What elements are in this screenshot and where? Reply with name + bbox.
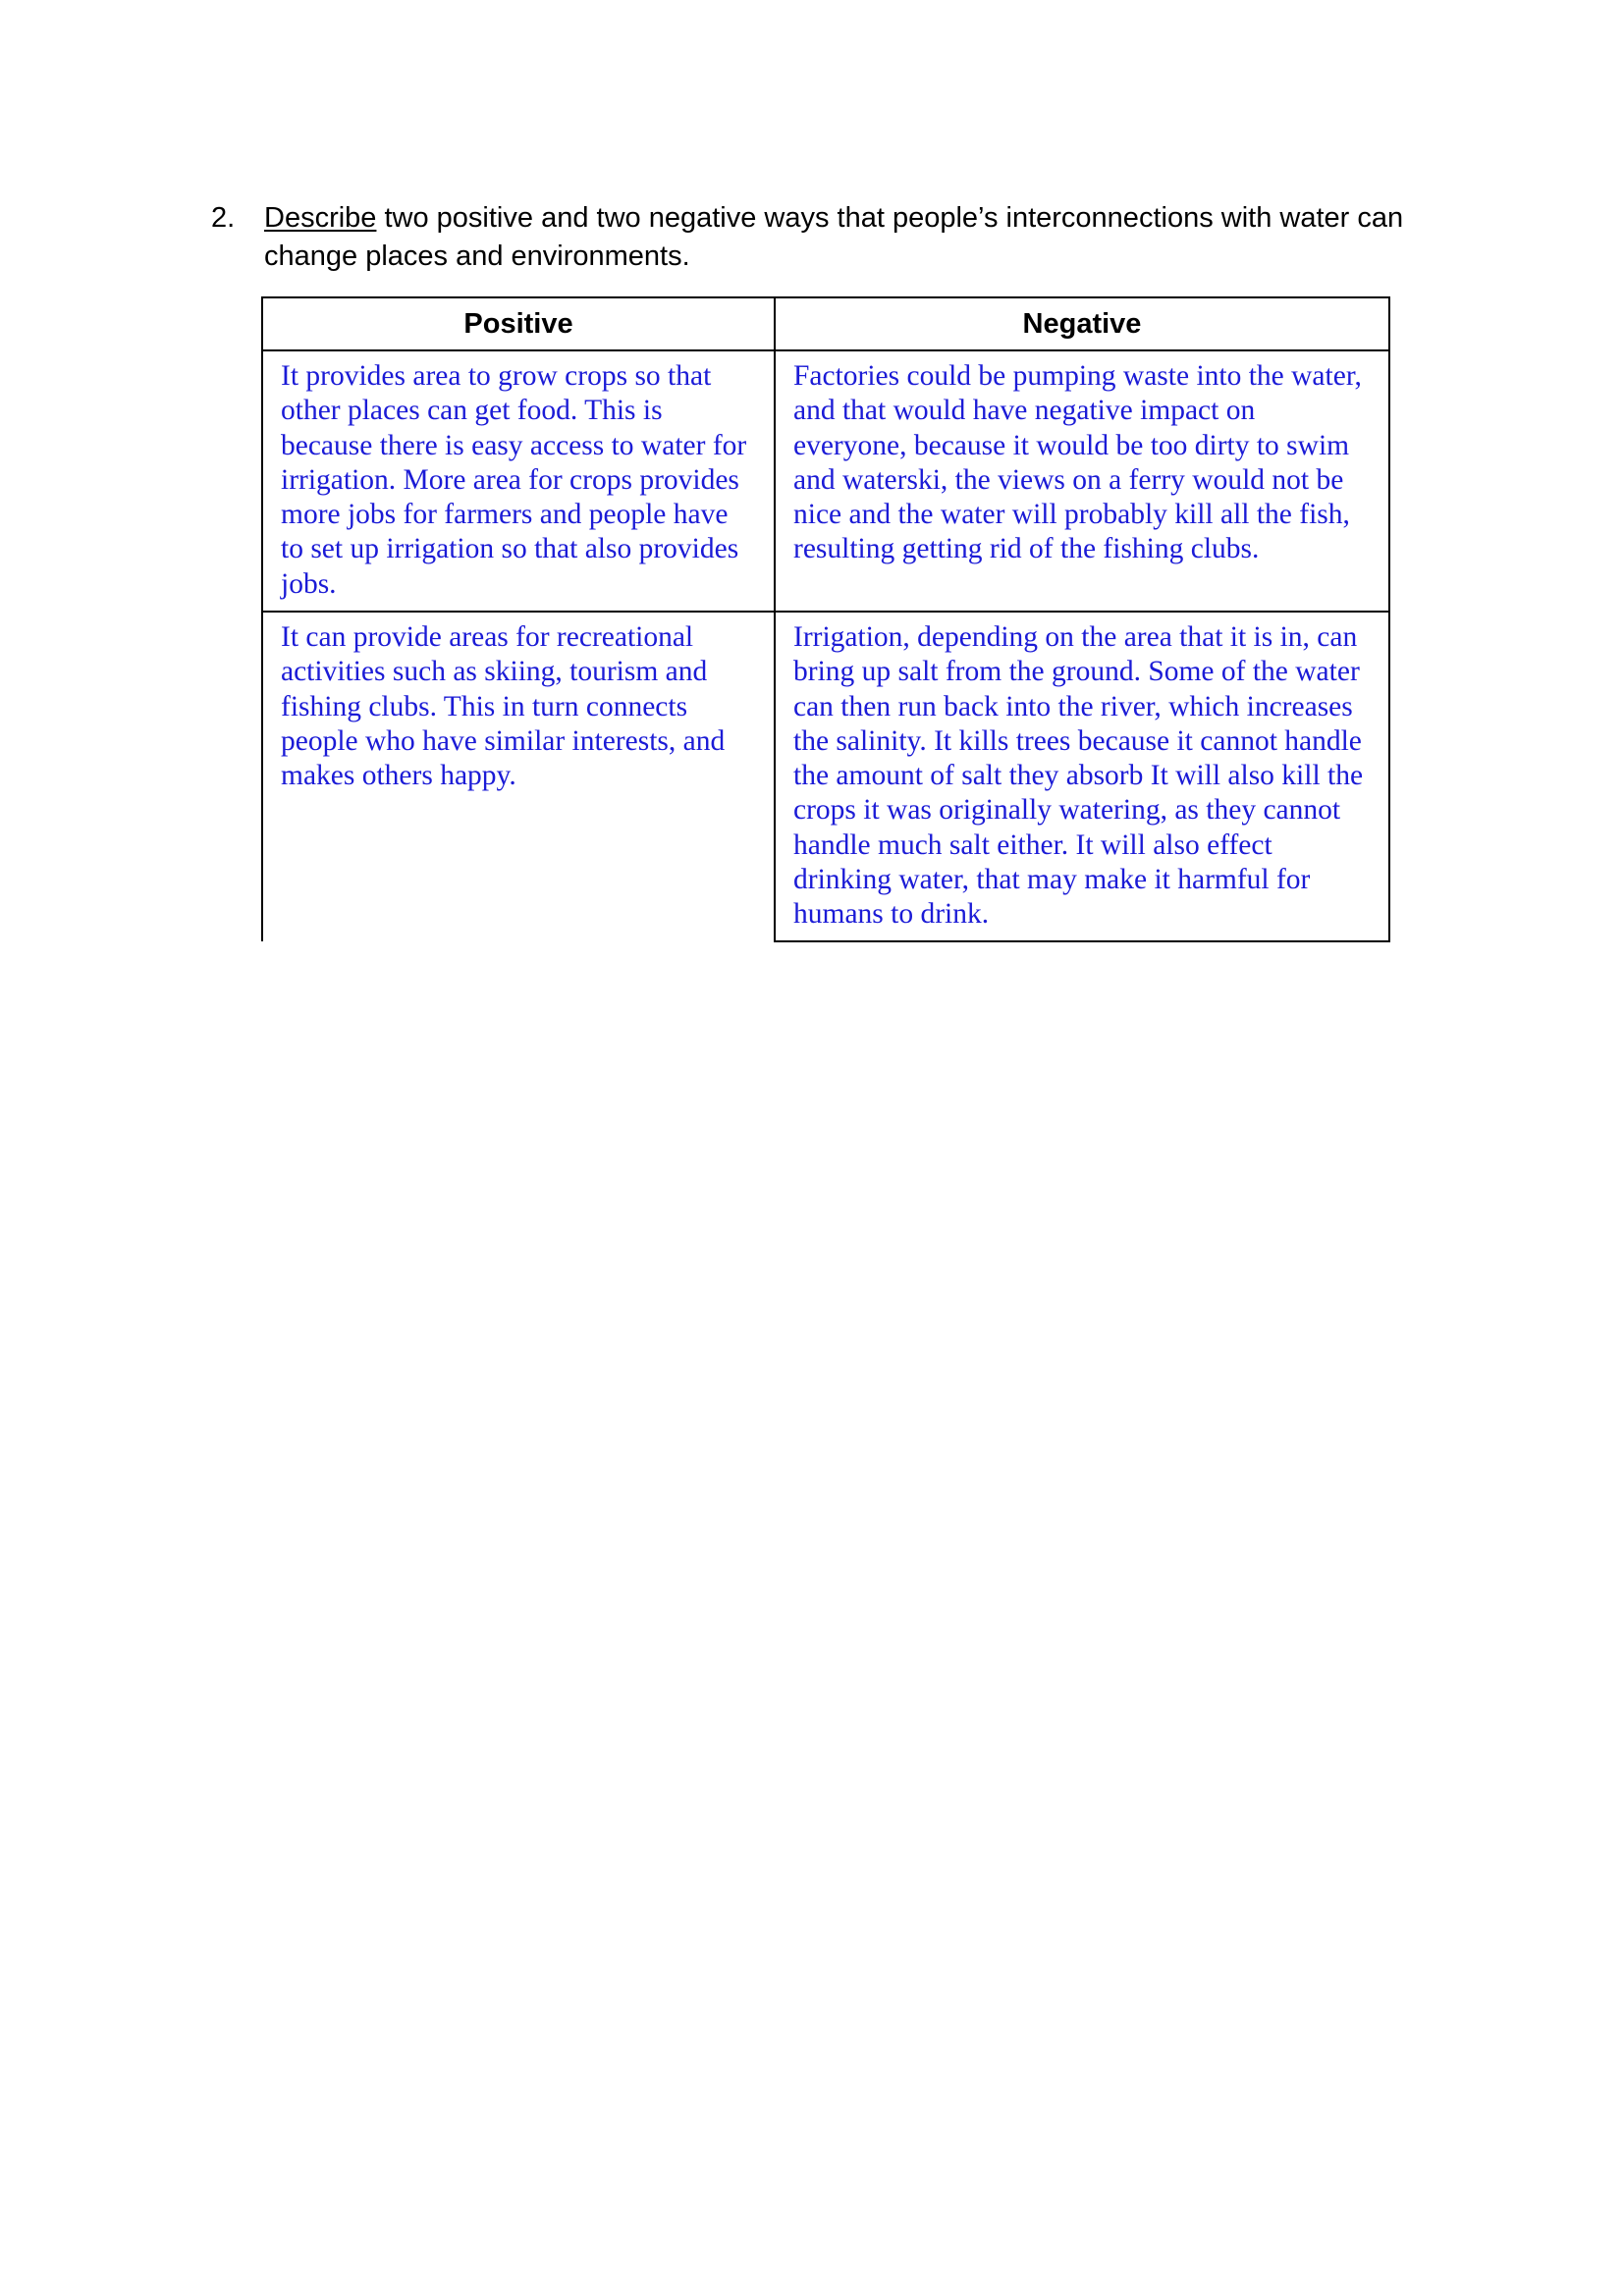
table-row bbox=[262, 612, 1389, 941]
question-keyword: Describe bbox=[264, 202, 377, 234]
negative-answer-1: Factories could be pumping waste into the water, and that would have negative impact on everyone, because it would be too dirty to swim and waterski, the views on a ferry would not be nice and the water will probably kill all the fish, resulting getting rid of the fishing clubs. bbox=[775, 350, 1389, 612]
negative-header: Negative bbox=[775, 297, 1389, 350]
question-2 bbox=[211, 199, 1429, 276]
positive-header: Positive bbox=[262, 297, 775, 350]
question-text: two positive and two negative ways that people’s interconnections with water can change places and environments. bbox=[264, 202, 1404, 272]
question-number: 2. bbox=[211, 202, 236, 234]
table-header-row bbox=[262, 297, 1389, 350]
question-prompt bbox=[264, 199, 1429, 276]
table-row bbox=[262, 350, 1389, 612]
table-border-gap bbox=[261, 941, 312, 944]
answer-table bbox=[261, 296, 1390, 942]
positive-answer-1: It provides area to grow crops so that other places can get food. This is because there is easy access to water for irrigation. More area for crops provides more jobs for farmers and people have to set up irrigation so that also provides jobs. bbox=[262, 350, 775, 612]
positive-answer-2: It can provide areas for recreational activities such as skiing, tourism and fishing clubs. This in turn connects people who have similar interests, and makes others happy. bbox=[262, 612, 775, 941]
negative-answer-2: Irrigation, depending on the area that it is in, can bring up salt from the ground. Some of the water can then run back into the river, which increases the salinity. It kills trees because it cannot handle the amount of salt they absorb It will also kill the crops it was originally watering, as they cannot handle much salt either. It will also effect drinking water, that may make it harmful for humans to drink. bbox=[775, 612, 1389, 941]
